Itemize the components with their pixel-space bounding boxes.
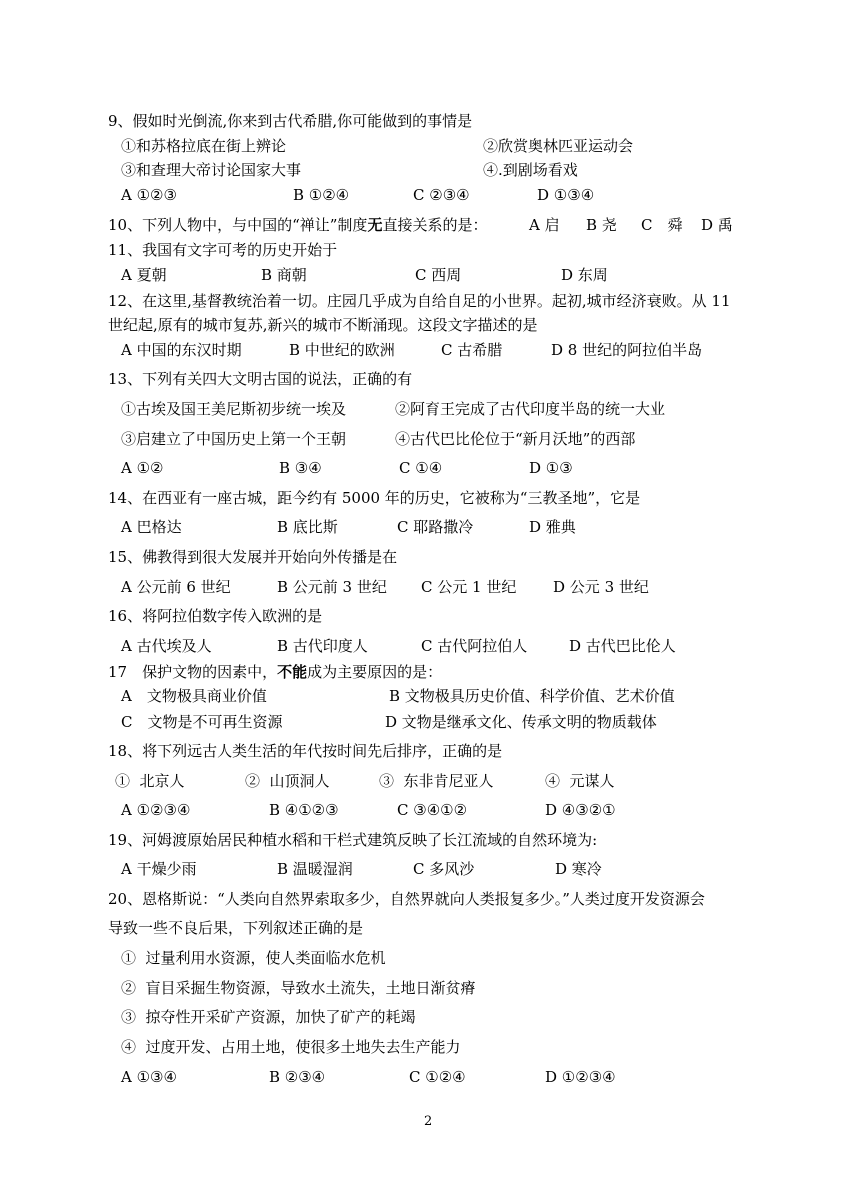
q20-item-4: ④ 过度开发、占用土地，使很多土地失去生产能力 [121,1038,461,1056]
q20-stem-line2: 导致一些不良后果，下列叙述正确的是 [108,919,364,937]
q20-item-1: ① 过量利用水资源，使人类面临水危机 [121,949,386,967]
q10-option-d: D 禹 [701,216,733,234]
q12-stem-line2: 世纪起,原有的城市复苏,新兴的城市不断涌现。这段文字描述的是 [108,316,538,334]
q17-option-b: B 文物极具历史价值、科学价值、艺术价值 [389,687,675,705]
q12-option-c: C 古希腊 [441,341,503,359]
q18-item-4: ④ 元谋人 [545,772,615,790]
q10-stem-post: 直接关系的是： [382,216,488,234]
q11-option-a: A 夏朝 [121,266,167,284]
q19-stem: 19、河姆渡原始居民种植水稻和干栏式建筑反映了长江流域的自然环境为: [108,831,598,849]
q11-stem: 11、我国有文字可考的历史开始于 [108,241,338,259]
q12-option-b: B 中世纪的欧洲 [289,341,395,359]
q17-stem-post: 成为主要原因的是： [307,663,443,681]
q20-option-a: A ①③④ [121,1068,177,1086]
q9-item-2: ②欣赏奥林匹亚运动会 [483,137,634,155]
q9-stem: 9、假如时光倒流,你来到古代希腊,你可能做到的事情是 [108,112,473,130]
q13-option-c: C ①④ [399,459,443,477]
q9-option-a: A ①②③ [121,186,177,204]
q18-option-a: A ①②③④ [121,801,191,819]
q18-item-1: ① 北京人 [115,772,185,790]
q11-option-d: D 东周 [561,266,608,284]
q16-option-b: B 古代印度人 [277,637,368,655]
q19-option-d: D 寒冷 [555,860,602,878]
q19-option-c: C 多风沙 [413,860,475,878]
q18-item-3: ③ 东非肯尼亚人 [379,772,494,790]
q15-option-b: B 公元前 3 世纪 [277,578,387,596]
q10-option-a: A 启 [529,216,560,234]
q18-option-c: C ③④①② [397,801,468,819]
q10-stem-pre: 10、下列人物中，与中国的“禅让”制度 [108,216,368,234]
q12-option-a: A 中国的东汉时期 [121,341,242,359]
q14-option-c: C 耶路撒冷 [397,518,474,536]
q11-option-c: C 西周 [415,266,462,284]
q16-option-d: D 古代巴比伦人 [569,637,676,655]
q17-stem [108,663,442,681]
q16-stem: 16、将阿拉伯数字传入欧洲的是 [108,607,323,625]
q9-item-3: ③和查理大帝讨论国家大事 [121,161,302,179]
q18-option-b: B ④①②③ [269,801,339,819]
q13-option-d: D ①③ [529,459,573,477]
q15-option-d: D 公元 3 世纪 [553,578,649,596]
q17-option-d: D 文物是继承文化、传承文明的物质载体 [385,713,657,731]
q13-item-4: ④古代巴比伦位于“新月沃地”的西部 [395,430,636,448]
q13-option-a: A ①② [121,459,164,477]
q10-stem-bold: 无 [367,216,383,234]
q20-item-2: ② 盲目采掘生物资源，导致水土流失，土地日渐贫瘠 [121,979,476,997]
q10-option-c: C 舜 [641,216,683,234]
q10-stem [108,216,487,234]
q12-option-d: D 8 世纪的阿拉伯半岛 [551,341,703,359]
q18-stem: 18、将下列远古人类生活的年代按时间先后排序，正确的是 [108,742,503,760]
q19-option-a: A 干燥少雨 [121,860,197,878]
q15-option-c: C 公元 1 世纪 [421,578,517,596]
q13-item-2: ②阿育王完成了古代印度半岛的统一大业 [395,400,666,418]
q9-item-4: ④.到剧场看戏 [483,161,578,179]
q14-option-a: A 巴格达 [121,518,182,536]
q9-item-1: ①和苏格拉底在街上辨论 [121,137,287,155]
q20-stem-line1: 20、恩格斯说：“人类向自然界索取多少，自然界就向人类报复多少。”人类过度开发资源会 [108,890,705,908]
q14-stem: 14、在西亚有一座古城，距今约有 5000 年的历史，它被称为“三教圣地”，它是 [108,489,641,507]
q19-option-b: B 温暖湿润 [277,860,353,878]
q13-item-1: ①古埃及国王美尼斯初步统一埃及 [121,400,347,418]
q20-option-b: B ②③④ [269,1068,326,1086]
q16-option-c: C 古代阿拉伯人 [421,637,528,655]
q17-option-a: A 文物极具商业价值 [121,687,267,705]
q9-option-b: B ①②④ [293,186,350,204]
q14-option-b: B 底比斯 [277,518,338,536]
q13-option-b: B ③④ [279,459,322,477]
q17-option-c: C 文物是不可再生资源 [121,713,283,731]
q17-stem-pre: 17 保护文物的因素中， [108,663,278,681]
q18-item-2: ② 山顶洞人 [245,772,330,790]
q15-option-a: A 公元前 6 世纪 [121,578,231,596]
q9-option-c: C ②③④ [413,186,470,204]
q20-item-3: ③ 掠夺性开采矿产资源，加快了矿产的耗竭 [121,1008,416,1026]
page-number: 2 [424,1114,433,1129]
q12-stem-line1: 12、在这里,基督教统治着一切。庄园几乎成为自给自足的小世界。起初,城市经济衰败。从 11 [108,292,731,310]
q20-option-d: D ①②③④ [545,1068,616,1086]
q13-item-3: ③启建立了中国历史上第一个王朝 [121,430,347,448]
q9-option-d: D ①③④ [537,186,595,204]
q10-option-b: B 尧 [586,216,617,234]
q15-stem: 15、佛教得到很大发展并开始向外传播是在 [108,548,398,566]
q16-option-a: A 古代埃及人 [121,637,212,655]
q14-option-d: D 雅典 [529,518,576,536]
q13-stem: 13、下列有关四大文明古国的说法，正确的有 [108,370,413,388]
q11-option-b: B 商朝 [261,266,307,284]
q17-stem-bold: 不能 [277,663,308,681]
q20-option-c: C ①②④ [409,1068,466,1086]
q18-option-d: D ④③②① [545,801,616,819]
